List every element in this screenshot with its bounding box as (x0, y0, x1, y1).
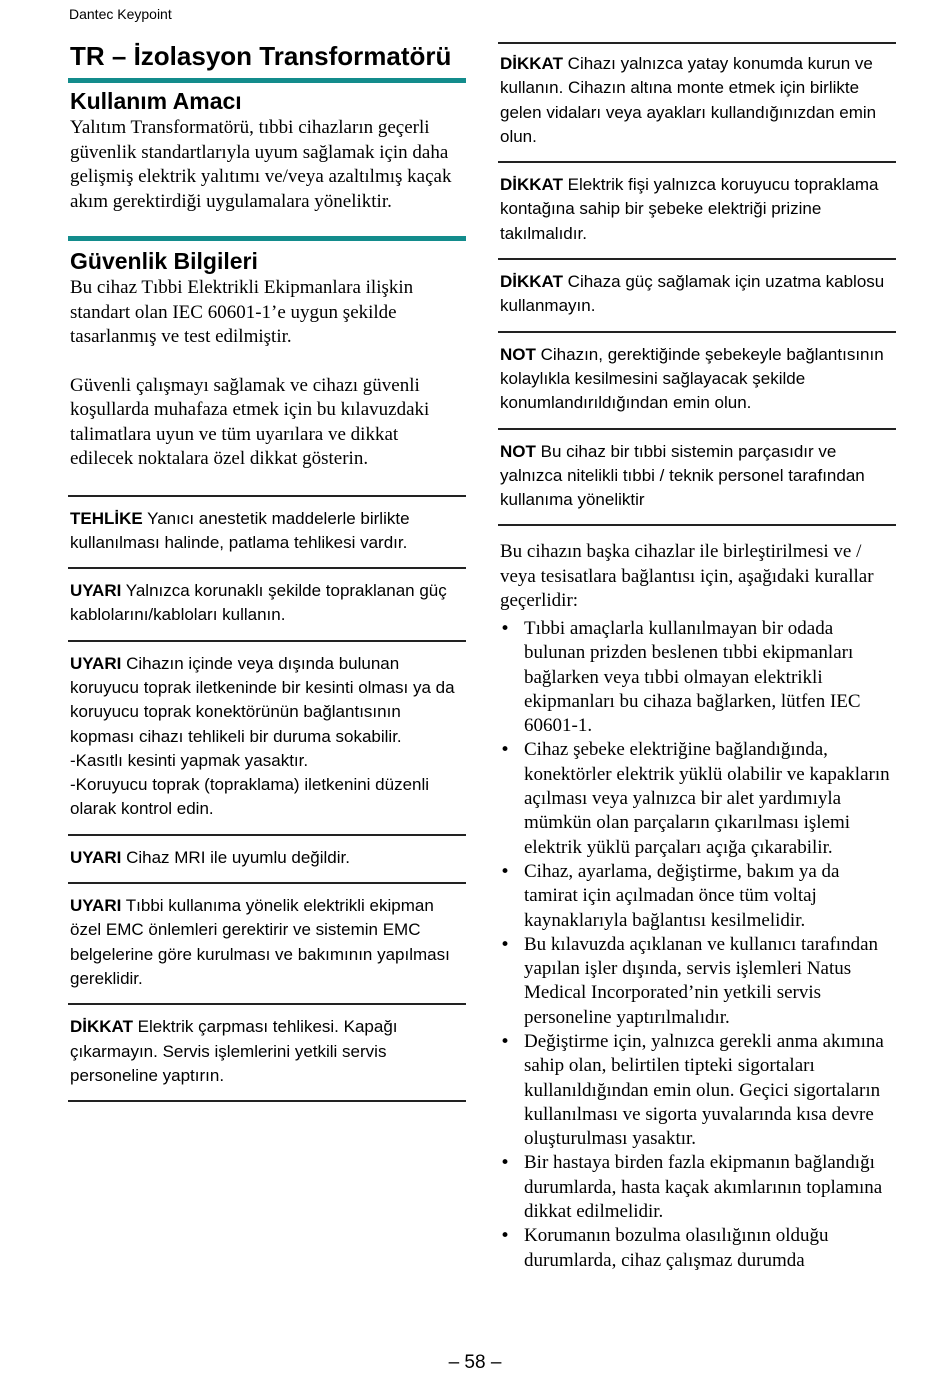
note-notice (498, 333, 896, 428)
notice-text: Cihaz MRI ile uyumlu değildir. (121, 847, 350, 867)
list-item-text: Değiştirme için, yalnızca gerekli anma akımına sahip olan, belirtilen tipteki sigortaları kullanıldığından emin olun. Geçici sigortaların kullanılması ve sigorta yuvalarında kısa devre oluşturulması yasaktır. (524, 1031, 884, 1150)
page-number: – 58 – (448, 1352, 502, 1373)
list-item-text: Tıbbi amaçlarla kullanılmayan bir odada bulunan prizden beslenen tıbbi ekipmanları bağlarken veya tıbbi olmayan elektrikli ekipmanları bu cihaza bağlarken, lütfen IEC 60601-1. (524, 617, 861, 737)
notice-keyword: NOT (500, 344, 536, 364)
list-item (498, 617, 896, 738)
safety-heading: Güvenlik Bilgileri (70, 248, 258, 274)
list-item (498, 1030, 896, 1151)
notice-keyword: DİKKAT (500, 54, 563, 73)
notice-text: Cihazın içinde veya dışında bulunan koruyucu toprak iletkeninde bir kesinti olması ya da koruyucu toprak konektörünün bağlantısının kopması cihazı tehlikeli bir duruma sokabilir. -Kasıtlı kesinti yapmak yasaktır. -Koruyucu toprak (topraklama) iletkenini düzenli olarak kontrol edin. (70, 653, 455, 819)
right-column (498, 42, 896, 1273)
notice-text: Elektrik çarpması tehlikesi. Kapağı çıkarmayın. Servis işlemlerini yetkili servis personeline yaptırın. (70, 1017, 398, 1085)
list-item (498, 738, 896, 859)
notice-keyword: DİKKAT (500, 175, 563, 195)
caution-notice (498, 163, 896, 258)
list-item-text: Korumanın bozulma olasılığının olduğu durumlarda, cihaz çalışmaz durumda (524, 1225, 829, 1271)
left-column (68, 40, 466, 1102)
notice-text: Tıbbi kullanıma yönelik elektrikli ekipman özel EMC önlemleri gerektirir ve sistemin EMC belgelerine göre kurulması ve bakımının yapılması gereklidir. (70, 896, 450, 988)
list-item (498, 1224, 896, 1273)
bullet-icon: • (500, 1226, 511, 1247)
caution-notice (498, 260, 896, 331)
section-divider (68, 236, 466, 241)
page-title: TR – İzolasyon Transformatörü (70, 41, 452, 71)
safety-paragraph: Güvenli çalışmayı sağlamak ve cihazı güvenli koşullarda muhafaza etmek için bu kılavuzdaki talimatlara uyun ve tüm uyarılara ve dikkat edilecek noktalara özel dikkat gösterin. (70, 374, 430, 469)
notice-keyword: UYARI (70, 896, 122, 916)
warning-notice (68, 642, 466, 834)
bullet-icon: • (500, 1032, 511, 1052)
list-item-text: Bir hastaya birden fazla ekipmanın bağlandığı durumlarda, hasta kaçak akımlarının toplamına dikkat edilmelidir. (524, 1152, 883, 1223)
bullet-icon: • (500, 618, 511, 639)
section-divider (68, 78, 466, 83)
bullet-icon: • (500, 740, 511, 761)
warning-notice (68, 884, 466, 1003)
warning-notice (68, 569, 466, 640)
purpose-heading: Kullanım Amacı (70, 88, 242, 114)
notice-divider (68, 1100, 466, 1102)
notice-text: Cihazı yalnızca yatay konumda kurun ve kullanın. Cihazın altına monte etmek için birlikte gelen vidaları veya ayakları kullandığınızdan emin olun. (500, 54, 877, 146)
notice-keyword: DİKKAT (70, 1017, 133, 1037)
notice-text: Cihazın, gerektiğinde şebekeyle bağlantısının kolaylıkla kesilmesini sağlayacak şekilde konumlandırıldığından emin olun. (500, 344, 884, 413)
notice-text: Cihaza güç sağlamak için uzatma kablosu kullanmayın. (500, 272, 885, 316)
purpose-text: Yalıtım Transformatörü, tıbbi cihazların geçerli güvenlik standartlarıyla uyum sağlamak için daha gelişmiş elektrik yalıtımı ve/veya azaltılmış kaçak akım gerektirdiği uygulamalara yöneliktir. (70, 117, 452, 212)
note-notice (498, 430, 896, 525)
list-item (498, 933, 896, 1030)
list-item-text: Cihaz, ayarlama, değiştirme, bakım ya da tamirat için açılmadan önce tüm voltaj kaynaklarıyla bağlantısı kesilmelidir. (524, 860, 840, 931)
notice-text: Elektrik fişi yalnızca koruyucu topraklama kontağına sahip bir şebeke elektriği prizine takılmalıdır. (500, 175, 879, 243)
bullet-icon: • (500, 934, 511, 955)
safety-paragraph: Bu cihaz Tıbbi Elektrikli Ekipmanlara ilişkin standart olan IEC 60601-1’e uygun şekilde tasarlanmış ve test edilmiştir. (70, 277, 414, 347)
list-item (498, 860, 896, 933)
notice-keyword: UYARI (70, 653, 122, 673)
notice-text: Yanıcı anestetik maddelerle birlikte kullanılması halinde, patlama tehlikesi vardır. (70, 508, 410, 552)
notice-keyword: TEHLİKE (70, 508, 143, 528)
caution-notice (498, 44, 896, 161)
rules-intro: Bu cihazın başka cihazlar ile birleştirilmesi ve / veya tesisatlara bağlantısı için, aşağıdaki kurallar geçerlidir: (500, 541, 874, 612)
caution-notice (68, 1005, 466, 1100)
notice-text: Yalnızca korunaklı şekilde topraklanan güç kablolarını/kabloları kullanın. (70, 581, 447, 625)
warning-notice (68, 836, 466, 882)
danger-notice (68, 497, 466, 568)
list-item (498, 1151, 896, 1224)
bullet-icon: • (500, 1153, 511, 1174)
list-item-text: Bu kılavuzda açıklanan ve kullanıcı tarafından yapılan işler dışında, servis işlemleri Natus Medical Incorporated’nin yetkili servis personeline yaptırılmalıdır. (524, 933, 878, 1028)
running-header: Dantec Keypoint (69, 6, 172, 22)
notice-keyword: NOT (500, 441, 536, 461)
notice-keyword: UYARI (70, 581, 122, 601)
notice-text: Bu cihaz bir tıbbi sistemin parçasıdır ve yalnızca nitelikli tıbbi / teknik personel tarafından kullanıma yöneliktir (500, 441, 865, 510)
notice-divider (498, 524, 896, 526)
list-item-text: Cihaz şebeke elektriğine bağlandığında, konektörler elektrik yüklü olabilir ve kapakların açılması veya yalnızca bir alet yardımıyla mümkün olan parçaların çıkarılması işlemi elektrik yüklü parçaları açığa çıkarabilir. (524, 739, 890, 858)
rules-list (498, 617, 896, 1273)
bullet-icon: • (500, 861, 511, 882)
notice-keyword: UYARI (70, 847, 122, 867)
notice-keyword: DİKKAT (500, 272, 563, 292)
